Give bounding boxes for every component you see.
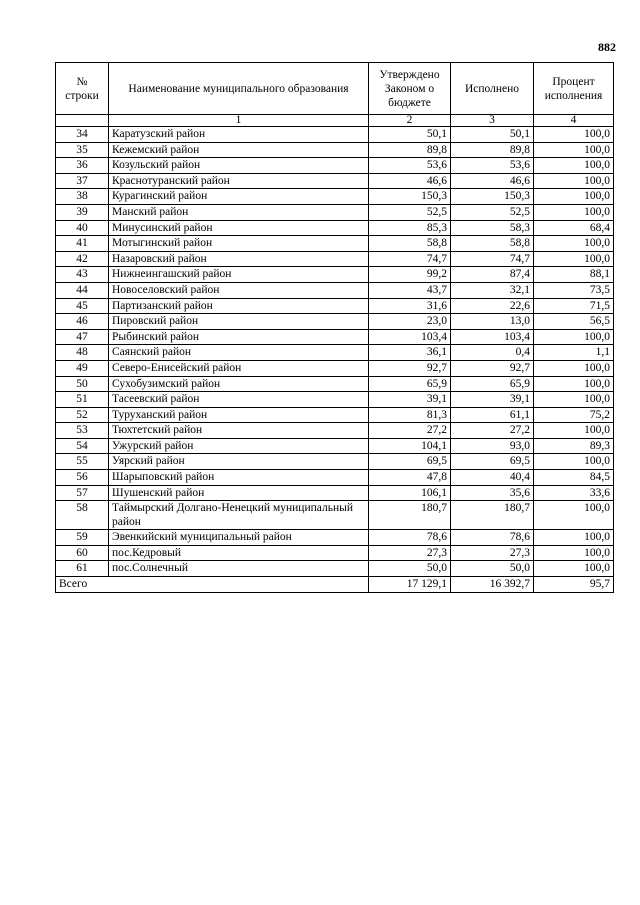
approved-value: 31,6 xyxy=(369,298,451,314)
row-number: 47 xyxy=(56,329,109,345)
executed-value: 32,1 xyxy=(451,282,534,298)
percent-value: 100,0 xyxy=(534,376,614,392)
percent-value: 89,3 xyxy=(534,438,614,454)
executed-value: 13,0 xyxy=(451,314,534,330)
approved-value: 103,4 xyxy=(369,329,451,345)
table-row xyxy=(56,282,614,298)
municipality-name: Манский район xyxy=(109,204,369,220)
executed-value: 52,5 xyxy=(451,204,534,220)
municipality-name: Саянский район xyxy=(109,345,369,361)
municipality-name: Новоселовский район xyxy=(109,282,369,298)
percent-value: 73,5 xyxy=(534,282,614,298)
table-row xyxy=(56,530,614,546)
percent-value: 1,1 xyxy=(534,345,614,361)
approved-value: 23,0 xyxy=(369,314,451,330)
executed-value: 65,9 xyxy=(451,376,534,392)
executed-value: 93,0 xyxy=(451,438,534,454)
percent-value: 84,5 xyxy=(534,470,614,486)
approved-value: 50,0 xyxy=(369,561,451,577)
executed-value: 50,0 xyxy=(451,561,534,577)
table-row xyxy=(56,345,614,361)
municipality-name: Нижнеингашский район xyxy=(109,267,369,283)
executed-value: 27,3 xyxy=(451,545,534,561)
executed-value: 46,6 xyxy=(451,173,534,189)
municipality-name: Кежемский район xyxy=(109,142,369,158)
column-number: 2 xyxy=(369,115,451,127)
percent-value: 100,0 xyxy=(534,561,614,577)
row-number: 60 xyxy=(56,545,109,561)
percent-value: 88,1 xyxy=(534,267,614,283)
executed-value: 35,6 xyxy=(451,485,534,501)
table-row xyxy=(56,142,614,158)
executed-value: 180,7 xyxy=(451,501,534,530)
table-row xyxy=(56,485,614,501)
row-number: 59 xyxy=(56,530,109,546)
approved-value: 47,8 xyxy=(369,470,451,486)
row-number: 41 xyxy=(56,236,109,252)
municipality-name: Козульский район xyxy=(109,158,369,174)
municipality-name: Уярский район xyxy=(109,454,369,470)
row-number: 61 xyxy=(56,561,109,577)
municipality-name: Шушенский район xyxy=(109,485,369,501)
executed-value: 39,1 xyxy=(451,392,534,408)
row-number: 51 xyxy=(56,392,109,408)
row-number: 46 xyxy=(56,314,109,330)
approved-value: 106,1 xyxy=(369,485,451,501)
municipality-name: Тюхтетский район xyxy=(109,423,369,439)
header-executed: Исполнено xyxy=(451,63,534,115)
row-number: 45 xyxy=(56,298,109,314)
executed-value: 27,2 xyxy=(451,423,534,439)
percent-value: 100,0 xyxy=(534,423,614,439)
municipality-name: Тасеевский район xyxy=(109,392,369,408)
row-number: 35 xyxy=(56,142,109,158)
executed-value: 53,6 xyxy=(451,158,534,174)
total-executed: 16 392,7 xyxy=(451,577,534,593)
approved-value: 104,1 xyxy=(369,438,451,454)
executed-value: 103,4 xyxy=(451,329,534,345)
approved-value: 65,9 xyxy=(369,376,451,392)
table-row xyxy=(56,220,614,236)
approved-value: 180,7 xyxy=(369,501,451,530)
approved-value: 50,1 xyxy=(369,127,451,143)
row-number: 52 xyxy=(56,407,109,423)
approved-value: 27,2 xyxy=(369,423,451,439)
percent-value: 56,5 xyxy=(534,314,614,330)
row-number: 54 xyxy=(56,438,109,454)
table-row xyxy=(56,189,614,205)
municipality-name: Ужурский район xyxy=(109,438,369,454)
percent-value: 100,0 xyxy=(534,158,614,174)
municipality-name: Минусинский район xyxy=(109,220,369,236)
approved-value: 89,8 xyxy=(369,142,451,158)
header-name: Наименование муниципального образования xyxy=(109,63,369,115)
approved-value: 92,7 xyxy=(369,360,451,376)
executed-value: 58,8 xyxy=(451,236,534,252)
table-row xyxy=(56,454,614,470)
header-num: № строки xyxy=(56,63,109,115)
table-row xyxy=(56,298,614,314)
row-number: 53 xyxy=(56,423,109,439)
table-row xyxy=(56,127,614,143)
municipality-name: Рыбинский район xyxy=(109,329,369,345)
percent-value: 100,0 xyxy=(534,127,614,143)
executed-value: 0,4 xyxy=(451,345,534,361)
row-number: 55 xyxy=(56,454,109,470)
executed-value: 74,7 xyxy=(451,251,534,267)
table-row xyxy=(56,407,614,423)
header-percent: Процент исполнения xyxy=(534,63,614,115)
municipality-name: Пировский район xyxy=(109,314,369,330)
column-number-blank xyxy=(56,115,109,127)
municipality-name: Каратузский район xyxy=(109,127,369,143)
column-number-row xyxy=(56,115,614,127)
percent-value: 100,0 xyxy=(534,251,614,267)
row-number: 36 xyxy=(56,158,109,174)
executed-value: 78,6 xyxy=(451,530,534,546)
column-number: 1 xyxy=(109,115,369,127)
table-row xyxy=(56,545,614,561)
table-row xyxy=(56,236,614,252)
row-number: 43 xyxy=(56,267,109,283)
executed-value: 89,8 xyxy=(451,142,534,158)
percent-value: 100,0 xyxy=(534,189,614,205)
approved-value: 46,6 xyxy=(369,173,451,189)
total-approved: 17 129,1 xyxy=(369,577,451,593)
municipality-name: Шарыповский район xyxy=(109,470,369,486)
row-number: 50 xyxy=(56,376,109,392)
percent-value: 100,0 xyxy=(534,173,614,189)
row-number: 44 xyxy=(56,282,109,298)
table-row xyxy=(56,251,614,267)
table-row xyxy=(56,438,614,454)
table-row xyxy=(56,392,614,408)
approved-value: 81,3 xyxy=(369,407,451,423)
percent-value: 100,0 xyxy=(534,530,614,546)
approved-value: 78,6 xyxy=(369,530,451,546)
executed-value: 87,4 xyxy=(451,267,534,283)
percent-value: 100,0 xyxy=(534,236,614,252)
row-number: 57 xyxy=(56,485,109,501)
approved-value: 150,3 xyxy=(369,189,451,205)
column-number: 4 xyxy=(534,115,614,127)
percent-value: 100,0 xyxy=(534,204,614,220)
municipality-name: Краснотуранский район xyxy=(109,173,369,189)
municipality-name: пос.Кедровый xyxy=(109,545,369,561)
percent-value: 100,0 xyxy=(534,545,614,561)
municipality-name: пос.Солнечный xyxy=(109,561,369,577)
table-row xyxy=(56,470,614,486)
row-number: 49 xyxy=(56,360,109,376)
approved-value: 53,6 xyxy=(369,158,451,174)
row-number: 34 xyxy=(56,127,109,143)
table-row xyxy=(56,204,614,220)
approved-value: 74,7 xyxy=(369,251,451,267)
approved-value: 52,5 xyxy=(369,204,451,220)
table-row xyxy=(56,329,614,345)
table-row xyxy=(56,173,614,189)
approved-value: 36,1 xyxy=(369,345,451,361)
executed-value: 92,7 xyxy=(451,360,534,376)
row-number: 42 xyxy=(56,251,109,267)
municipality-name: Партизанский район xyxy=(109,298,369,314)
approved-value: 58,8 xyxy=(369,236,451,252)
municipality-name: Курагинский район xyxy=(109,189,369,205)
column-number: 3 xyxy=(451,115,534,127)
executed-value: 40,4 xyxy=(451,470,534,486)
table-row xyxy=(56,501,614,530)
executed-value: 69,5 xyxy=(451,454,534,470)
approved-value: 39,1 xyxy=(369,392,451,408)
percent-value: 68,4 xyxy=(534,220,614,236)
municipality-name: Мотыгинский район xyxy=(109,236,369,252)
percent-value: 100,0 xyxy=(534,329,614,345)
row-number: 56 xyxy=(56,470,109,486)
approved-value: 27,3 xyxy=(369,545,451,561)
page-number: 882 xyxy=(598,40,616,54)
percent-value: 75,2 xyxy=(534,407,614,423)
municipality-name: Северо-Енисейский район xyxy=(109,360,369,376)
percent-value: 100,0 xyxy=(534,142,614,158)
percent-value: 33,6 xyxy=(534,485,614,501)
executed-value: 61,1 xyxy=(451,407,534,423)
table-row xyxy=(56,267,614,283)
percent-value: 100,0 xyxy=(534,501,614,530)
table-row xyxy=(56,561,614,577)
row-number: 38 xyxy=(56,189,109,205)
executed-value: 58,3 xyxy=(451,220,534,236)
executed-value: 50,1 xyxy=(451,127,534,143)
executed-value: 22,6 xyxy=(451,298,534,314)
header-approved: Утверждено Законом о бюджете xyxy=(369,63,451,115)
total-label: Всего xyxy=(56,577,369,593)
percent-value: 71,5 xyxy=(534,298,614,314)
row-number: 37 xyxy=(56,173,109,189)
municipality-name: Сухобузимский район xyxy=(109,376,369,392)
row-number: 48 xyxy=(56,345,109,361)
table-row xyxy=(56,158,614,174)
table-row xyxy=(56,376,614,392)
row-number: 39 xyxy=(56,204,109,220)
approved-value: 69,5 xyxy=(369,454,451,470)
executed-value: 150,3 xyxy=(451,189,534,205)
total-percent: 95,7 xyxy=(534,577,614,593)
municipality-name: Таймырский Долгано-Ненецкий муниципальный район xyxy=(109,501,369,530)
municipality-name: Назаровский район xyxy=(109,251,369,267)
table-row xyxy=(56,314,614,330)
row-number: 58 xyxy=(56,501,109,530)
approved-value: 85,3 xyxy=(369,220,451,236)
percent-value: 100,0 xyxy=(534,360,614,376)
municipality-name: Туруханский район xyxy=(109,407,369,423)
budget-table xyxy=(55,62,614,593)
municipality-name: Эвенкийский муниципальный район xyxy=(109,530,369,546)
row-number: 40 xyxy=(56,220,109,236)
percent-value: 100,0 xyxy=(534,454,614,470)
approved-value: 99,2 xyxy=(369,267,451,283)
header-row xyxy=(56,63,614,115)
table-row xyxy=(56,360,614,376)
percent-value: 100,0 xyxy=(534,392,614,408)
total-row xyxy=(56,577,614,593)
table-row xyxy=(56,423,614,439)
approved-value: 43,7 xyxy=(369,282,451,298)
